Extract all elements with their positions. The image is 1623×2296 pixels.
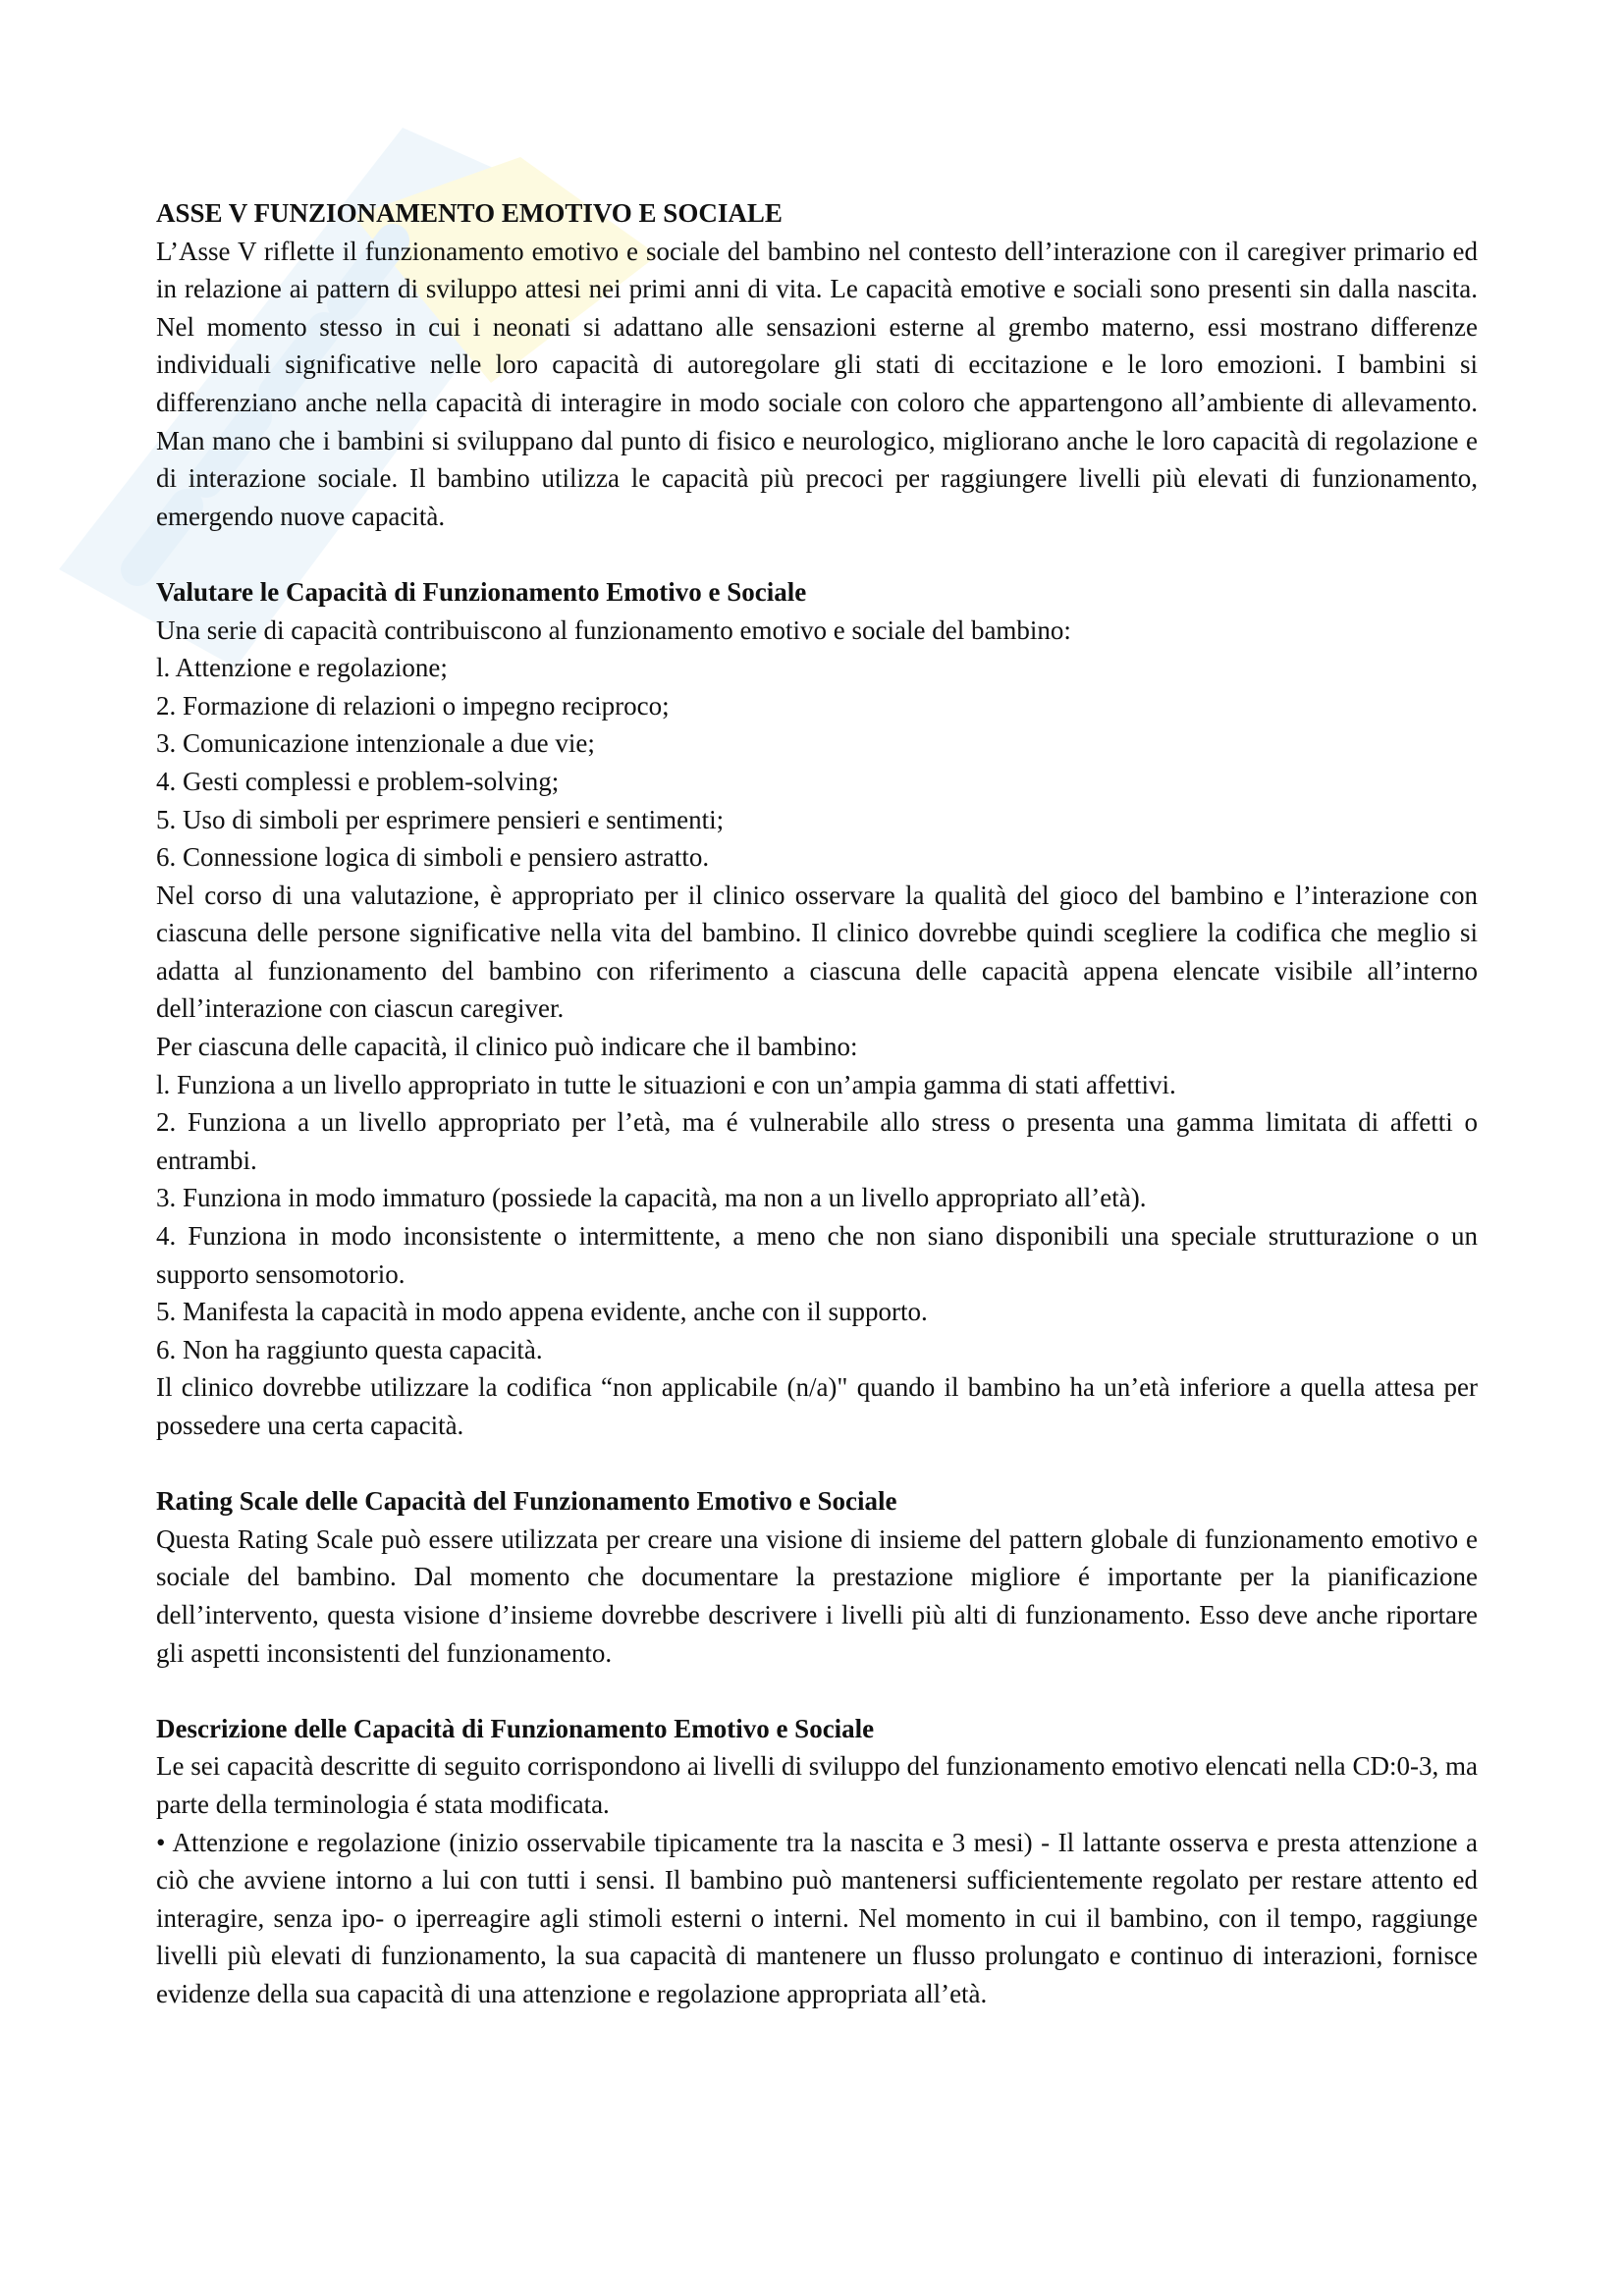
paragraph: Questa Rating Scale può essere utilizzata per creare una visione di insieme del pattern globale di funzionamento emotivo e sociale del bambino. Dal momento che documentare la prestazione migliore é importante per la pianificazione dell’intervento, questa visione d’insieme dovrebbe descrivere i livelli più alti di funzionamento. Esso deve anche riportare gli aspetti inconsistenti del funzionamento. [156, 1523, 1478, 1668]
list-item: 6. Connessione logica di simboli e pensiero astratto. [156, 842, 710, 873]
list-item: l. Funziona a un livello appropriato in tutte le situazioni e con un’ampia gamma di stati affettivi. [156, 1069, 1176, 1099]
section-heading: Rating Scale delle Capacità del Funzionamento Emotivo e Sociale [156, 1486, 897, 1517]
list-item: 5. Manifesta la capacità in modo appena evidente, anche con il supporto. [156, 1297, 928, 1327]
paragraph: Nel corso di una valutazione, è appropriato per il clinico osservare la qualità del gioco del bambino e l’interazione con ciascuna delle persone significative nella vita del bambino. Il clinico dovrebbe quindi scegliere la codifica che meglio si adatta al funzionamento del bambino con riferimento a ciascuna delle capacità appena elencate visibile all’interno dell’interazione con ciascun caregiver. [156, 880, 1478, 1024]
section-heading: Descrizione delle Capacità di Funzionamento Emotivo e Sociale [156, 1713, 875, 1743]
paragraph: • Attenzione e regolazione (inizio osservabile tipicamente tra la nascita e 3 mesi) - Il lattante osserva e presta attenzione a ciò che avviene intorno a lui con tutti i sensi. Il bambino può mantenersi sufficientemente regolato per restare attento ed interagire, senza ipo- o iperreagire agli stimoli esterni o interni. Nel momento in cui il bambino, con il tempo, raggiunge livelli più elevati di funzionamento, la sua capacità di mantenere un flusso prolungato e continuo di interazioni, fornisce evidenze della sua capacità di una attenzione e regolazione appropriata all’età. [156, 1827, 1478, 2008]
paragraph: Le sei capacità descritte di seguito corrispondono ai livelli di sviluppo del funzionamento emotivo elencati nella CD:0-3, ma parte della terminologia é stata modificata. [156, 1751, 1478, 1819]
list-item: 2. Formazione di relazioni o impegno reciproco; [156, 690, 670, 721]
list-item: 2. Funziona a un livello appropriato per l’età, ma é vulnerabile allo stress o presenta una gamma limitata di affetti o entrambi. [156, 1107, 1478, 1175]
list-item: 4. Gesti complessi e problem-solving; [156, 766, 560, 796]
list-item: 5. Uso di simboli per esprimere pensieri e sentimenti; [156, 804, 725, 834]
list-item: 4. Funziona in modo inconsistente o intermittente, a meno che non siano disponibili una speciale strutturazione o un supporto sensomotorio. [156, 1221, 1478, 1289]
section-heading: ASSE V FUNZIONAMENTO EMOTIVO E SOCIALE [156, 198, 783, 228]
document-page [156, 194, 1478, 2013]
paragraph: Per ciascuna delle capacità, il clinico può indicare che il bambino: [156, 1032, 858, 1062]
paragraph: Una serie di capacità contribuiscono al funzionamento emotivo e sociale del bambino: [156, 614, 1071, 645]
paragraph: Il clinico dovrebbe utilizzare la codifica “non applicabile (n/a)" quando il bambino ha un’età inferiore a quella attesa per possedere una certa capacità. [156, 1372, 1478, 1440]
paragraph: L’Asse V riflette il funzionamento emotivo e sociale del bambino nel contesto dell’interazione con il caregiver primario ed in relazione ai pattern di sviluppo attesi nei primi anni di vita. Le capacità emotive e sociali sono presenti sin dalla nascita. Nel momento stesso in cui i neonati si adattano alle sensazioni esterne al grembo materno, essi mostrano differenze individuali significative nelle loro capacità di autoregolare gli stati di eccitazione e le loro emozioni. I bambini si differenziano anche nella capacità di interagire in modo sociale con coloro che appartengono all’ambiente di allevamento. Man mano che i bambini si sviluppano dal punto di fisico e neurologico, migliorano anche le loro capacità di regolazione e di interazione sociale. Il bambino utilizza le capacità più precoci per raggiungere livelli più elevati di funzionamento, emergendo nuove capacità. [156, 236, 1478, 531]
section-heading: Valutare le Capacità di Funzionamento Emotivo e Sociale [156, 576, 807, 607]
list-item: 6. Non ha raggiunto questa capacità. [156, 1334, 543, 1364]
list-item: 3. Funziona in modo immaturo (possiede la capacità, ma non a un livello appropriato all’età). [156, 1183, 1147, 1213]
list-item: l. Attenzione e regolazione; [156, 653, 448, 683]
list-item: 3. Comunicazione intenzionale a due vie; [156, 728, 595, 759]
